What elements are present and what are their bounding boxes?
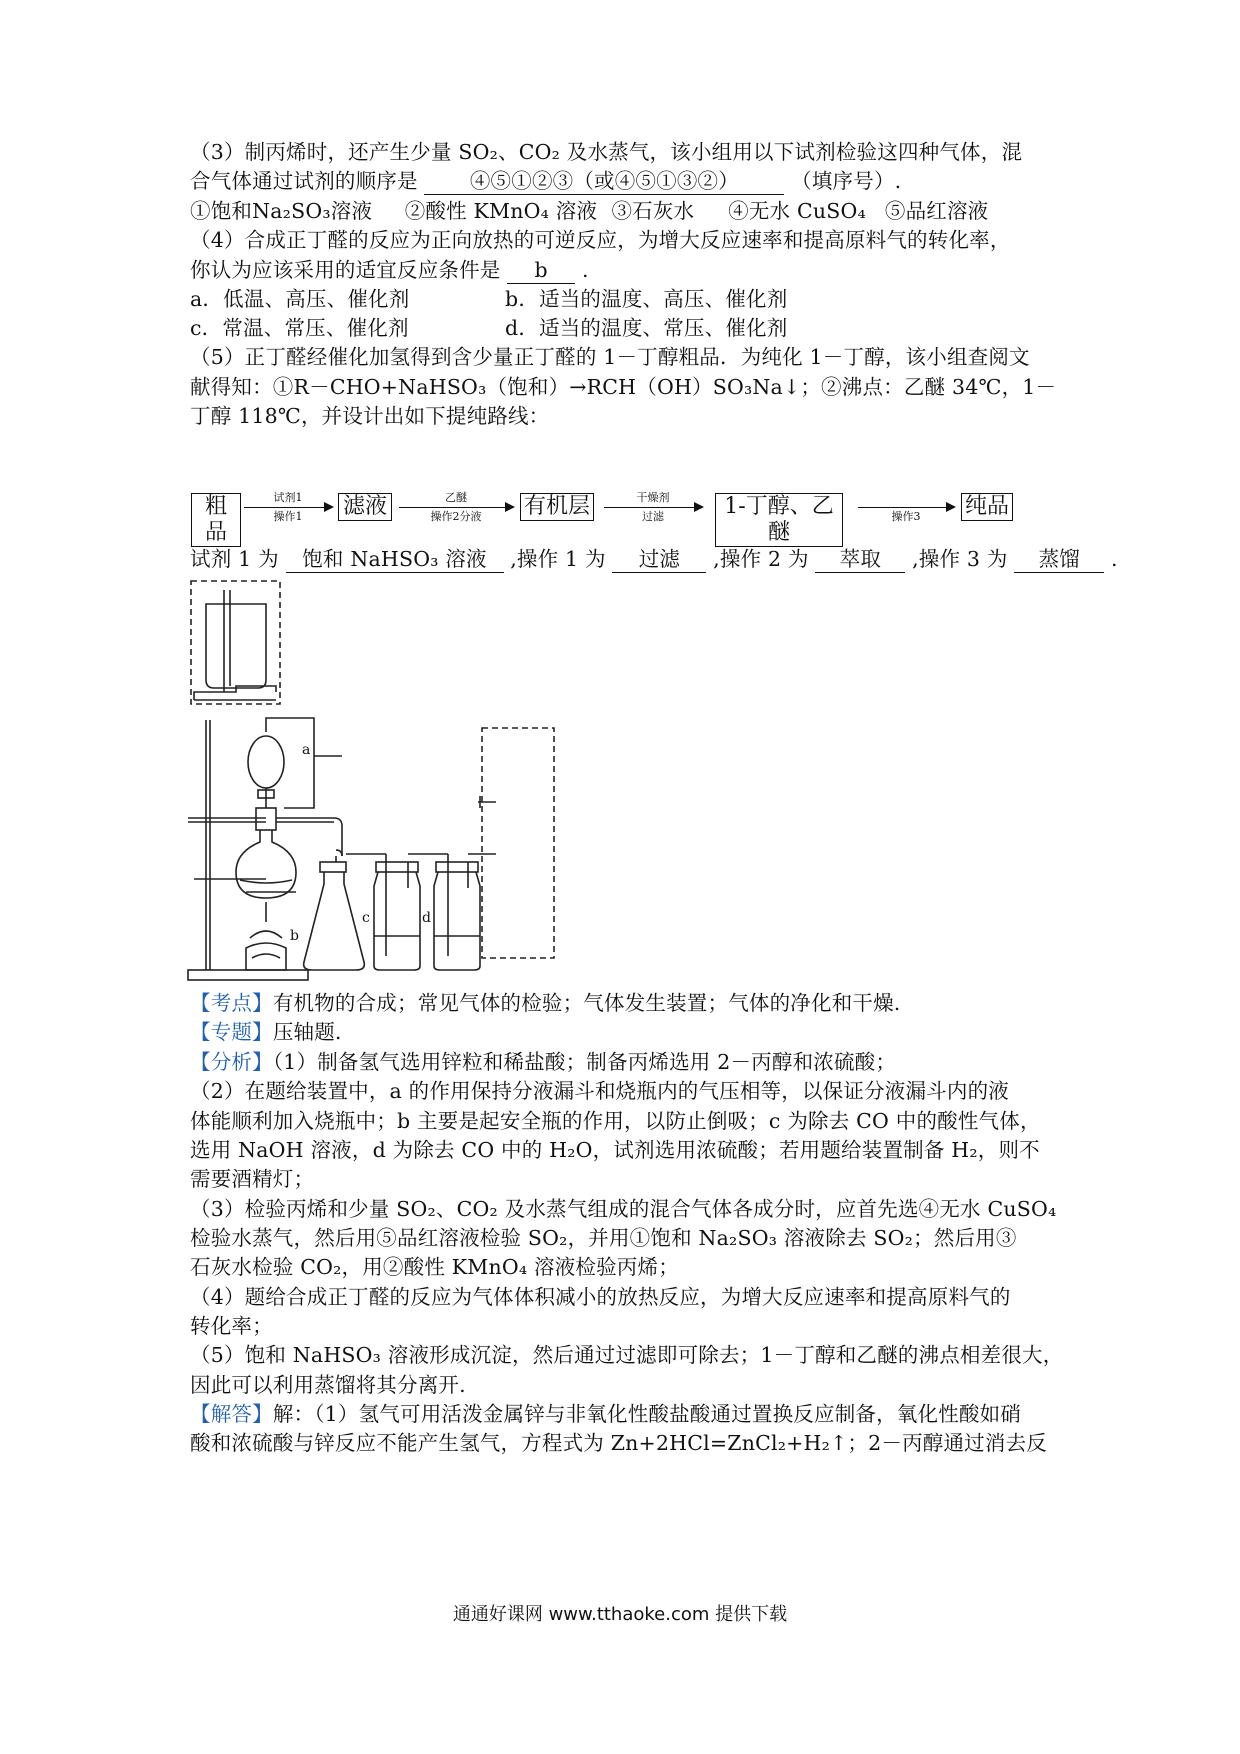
flow-box-pure: 纯品 bbox=[961, 493, 1013, 521]
q3-answer: ④⑤①②③（或④⑤①③②） bbox=[424, 168, 784, 195]
q5-answer-suffix: . bbox=[1111, 547, 1118, 571]
q3-suffix: （填序号）. bbox=[791, 169, 902, 193]
flow-arrow-1 bbox=[244, 507, 332, 508]
flow-box-organic-layer: 有机层 bbox=[520, 493, 594, 521]
fenxi-line11: （5）饱和 NaHSO₃ 溶液形成沉淀，然后通过过滤即可除去；1－丁醇和乙醚的沸点相差很大， bbox=[190, 1343, 1064, 1367]
q5-line1: （5）正丁醛经催化加氢得到含少量正丁醛的 1－丁醇粗品．为纯化 1－丁醇，该小组查阅文 bbox=[190, 345, 1030, 369]
flow-arrow-2-top: 乙醚 bbox=[445, 491, 467, 504]
label-d: d bbox=[422, 910, 431, 926]
fenxi-line10: 转化率； bbox=[190, 1314, 273, 1338]
fenxi-line3: 体能顺利加入烧瓶中；b 主要是起安全瓶的作用，以防止倒吸；c 为除去 CO 中的酸性气体， bbox=[190, 1109, 1041, 1133]
fenxi-line12: 因此可以利用蒸馏将其分离开. bbox=[190, 1373, 466, 1397]
q5-answer-reagent1: 饱和 NaHSO₃ 溶液 bbox=[286, 546, 504, 573]
fenxi-line9: （4）题给合成正丁醛的反应为气体体积减小的放热反应，为增大反应速率和提高原料气的 bbox=[190, 1285, 1011, 1309]
q5-answer-op2: 萃取 bbox=[815, 546, 905, 573]
label-b: b bbox=[290, 928, 299, 944]
flow-arrow-1-bottom: 操作1 bbox=[273, 510, 303, 523]
flow-box-butanol-ether: 1-丁醇、乙醚 bbox=[715, 493, 843, 547]
jieda-text-1: 解：（1）氢气可用活泼金属锌与非氧化性酸盐酸通过置换反应制备，氧化性酸如硝 bbox=[272, 1402, 1022, 1426]
q4-option-c: c．常温、常压、催化剂 bbox=[190, 316, 409, 340]
fenxi-line4: 选用 NaOH 溶液，d 为除去 CO 中的 H₂O，试剂选用浓硫酸；若用题给装置制备 H₂，则不 bbox=[190, 1138, 1040, 1162]
q4-suffix: . bbox=[581, 258, 589, 282]
label-c: c bbox=[362, 910, 370, 926]
kaodian-line bbox=[190, 988, 901, 1018]
q5-answer-prefix-3: ,操作 2 为 bbox=[713, 547, 809, 571]
kaodian-text: 有机物的合成；常见气体的检验；气体发生装置；气体的净化和干燥. bbox=[272, 991, 901, 1015]
fenxi-tag: 【分析】 bbox=[190, 1050, 273, 1074]
q5-line3: 丁醇 118℃，并设计出如下提纯路线： bbox=[190, 404, 550, 428]
fenxi-line6: （3）检验丙烯和少量 SO₂、CO₂ 及水蒸气组成的混合气体各成分时，应首先选④无水 CuSO₄ bbox=[190, 1197, 1057, 1221]
gas-collection-bottle-figure bbox=[190, 580, 282, 706]
q4-option-a: a．低温、高压、催化剂 bbox=[190, 287, 410, 311]
fenxi-line7: 检验水蒸气，然后用⑤品红溶液检验 SO₂，并用①饱和 Na₂SO₃ 溶液除去 SO₂；然后用③ bbox=[190, 1226, 1017, 1250]
flow-arrow-4-bottom: 操作3 bbox=[891, 510, 921, 523]
q4-option-b: b．适当的温度、高压、催化剂 bbox=[505, 287, 788, 311]
q3-line1: （3）制丙烯时，还产生少量 SO₂、CO₂ 及水蒸气，该小组用以下试剂检验这四种气体，混 bbox=[190, 140, 1023, 164]
q4-answer: b bbox=[507, 257, 575, 284]
q3-option-4: ④无水 CuSO₄ bbox=[728, 199, 866, 223]
q4-line1: （4）合成正丁醛的反应为正向放热的可逆反应，为增大反应速率和提高原料气的转化率， bbox=[190, 228, 1011, 252]
label-a: a bbox=[302, 742, 311, 758]
flow-arrow-4 bbox=[858, 507, 954, 508]
q5-answer-prefix-1: 试剂 1 为 bbox=[190, 547, 279, 571]
q5-answer-prefix-4: ,操作 3 为 bbox=[912, 547, 1008, 571]
q3-option-3: ③石灰水 bbox=[611, 199, 695, 223]
q5-answer-line bbox=[190, 544, 1118, 574]
flow-box-crude: 粗品 bbox=[191, 493, 241, 547]
q3-option-2: ②酸性 KMnO₄ 溶液 bbox=[404, 199, 598, 223]
q3-options bbox=[190, 196, 988, 226]
fenxi-text-1: （1）制备氢气选用锌粒和稀盐酸；制备丙烯选用 2－丙醇和浓硫酸； bbox=[272, 1050, 897, 1074]
jieda-tag: 【解答】 bbox=[190, 1402, 273, 1426]
q4-option-d: d．适当的温度、常压、催化剂 bbox=[505, 316, 788, 340]
q5-line2: 献得知：①R－CHO+NaHSO₃（饱和）→RCH（OH）SO₃Na↓；②沸点：乙醚 34℃，1－ bbox=[190, 375, 1057, 399]
jieda-line1 bbox=[190, 1399, 1021, 1429]
flow-arrow-3-top: 干燥剂 bbox=[636, 491, 670, 504]
zhuanti-line bbox=[190, 1017, 342, 1047]
q4-prompt: 你认为应该采用的适宜反应条件是 bbox=[190, 258, 501, 282]
zhuanti-tag: 【专题】 bbox=[190, 1020, 273, 1044]
zhuanti-text: 压轴题. bbox=[272, 1020, 342, 1044]
fenxi-line2: （2）在题给装置中，a 的作用保持分液漏斗和烧瓶内的气压相等，以保证分液漏斗内的液 bbox=[190, 1079, 1009, 1103]
footer-source: 通通好课网 www.tthaoke.com 提供下载 bbox=[452, 1604, 788, 1625]
experiment-apparatus-figure bbox=[186, 712, 756, 984]
fenxi-line5: 需要酒精灯； bbox=[190, 1167, 315, 1191]
flow-arrow-3 bbox=[604, 507, 702, 508]
q5-answer-op3: 蒸馏 bbox=[1014, 546, 1104, 573]
jieda-line2: 酸和浓硫酸与锌反应不能产生氢气，方程式为 Zn+2HCl=ZnCl₂+H₂↑；2－丙醇通过消去反 bbox=[190, 1431, 1047, 1455]
q4-line2 bbox=[190, 255, 589, 285]
flow-arrow-2-bottom: 操作2分液 bbox=[430, 510, 482, 523]
flow-box-filtrate: 滤液 bbox=[338, 493, 392, 521]
q3-option-1: ①饱和Na₂SO₃溶液 bbox=[190, 199, 373, 223]
flow-arrow-1-top: 试剂1 bbox=[273, 491, 303, 504]
q5-answer-prefix-2: ,操作 1 为 bbox=[510, 547, 606, 571]
fenxi-line8: 石灰水检验 CO₂，用②酸性 KMnO₄ 溶液检验丙烯； bbox=[190, 1255, 679, 1279]
flow-arrow-3-bottom: 过滤 bbox=[642, 510, 664, 523]
flow-arrow-2 bbox=[399, 507, 513, 508]
fenxi-line1 bbox=[190, 1047, 896, 1077]
q3-line2 bbox=[190, 166, 901, 196]
q3-option-5: ⑤品红溶液 bbox=[884, 199, 989, 223]
kaodian-tag: 【考点】 bbox=[190, 991, 273, 1015]
q5-answer-op1: 过滤 bbox=[612, 546, 706, 573]
q3-prompt: 合气体通过试剂的顺序是 bbox=[190, 169, 418, 193]
